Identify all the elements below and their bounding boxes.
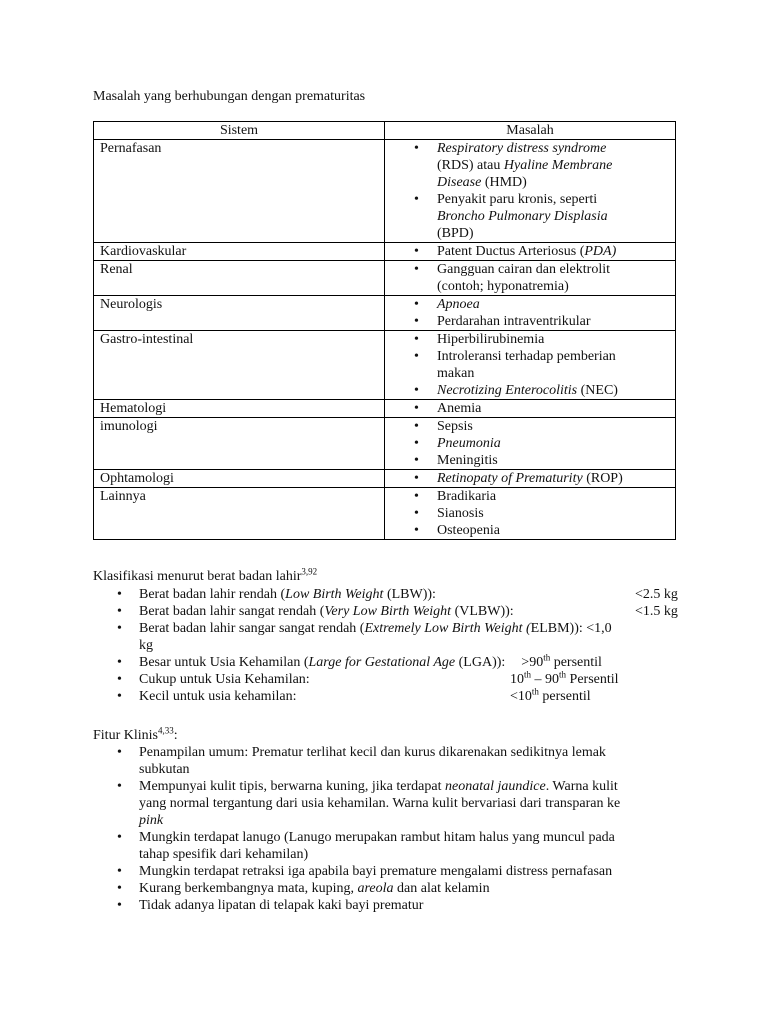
table-row bbox=[94, 470, 676, 488]
list-item: • Respiratory distress syndrome (RDS) atau Hyaline Membrane Disease (HMD) bbox=[391, 140, 669, 191]
list-item: • Pneumonia bbox=[391, 435, 669, 452]
table-row bbox=[94, 418, 676, 470]
system-cell: Lainnya bbox=[94, 488, 385, 540]
list-item: • Apnoea bbox=[391, 296, 669, 313]
list-item: • Besar untuk Usia Kehamilan (Large for Gestational Age (LGA)): >90th persentil bbox=[93, 654, 683, 671]
column-header-system: Sistem bbox=[94, 122, 385, 140]
list-item: • Penyakit paru kronis, seperti Broncho Pulmonary Displasia (BPD) bbox=[391, 191, 669, 242]
list-item: • Introleransi terhadap pemberian makan bbox=[391, 348, 669, 382]
table-row bbox=[94, 488, 676, 540]
list-item: • Berat badan lahir rendah (Low Birth Weight (LBW)): <2.5 kg bbox=[93, 586, 683, 603]
list-item: • Penampilan umum: Prematur terlihat kecil dan kurus dikarenakan sedikitnya lemak subkutan bbox=[93, 744, 683, 778]
classification-list bbox=[93, 586, 683, 705]
prematurity-problems-table bbox=[93, 121, 676, 540]
system-cell: Hematologi bbox=[94, 400, 385, 418]
system-cell: Ophtamologi bbox=[94, 470, 385, 488]
problem-cell bbox=[385, 243, 676, 261]
list-item: • Mungkin terdapat lanugo (Lanugo merupakan rambut hitam halus yang muncul pada tahap spesifik dari kehamilan) bbox=[93, 829, 683, 863]
list-item: • Perdarahan intraventrikular bbox=[391, 313, 669, 330]
list-item: • Anemia bbox=[391, 400, 669, 417]
table-row bbox=[94, 243, 676, 261]
list-item: • Sianosis bbox=[391, 505, 669, 522]
problem-cell bbox=[385, 470, 676, 488]
table-row bbox=[94, 331, 676, 400]
system-cell: Neurologis bbox=[94, 296, 385, 331]
system-cell: Renal bbox=[94, 261, 385, 296]
system-cell: imunologi bbox=[94, 418, 385, 470]
table-heading: Masalah yang berhubungan dengan prematuritas bbox=[93, 89, 366, 104]
list-item: • Retinopaty of Prematurity (ROP) bbox=[391, 470, 669, 487]
table-row bbox=[94, 261, 676, 296]
list-item: • Necrotizing Enterocolitis (NEC) bbox=[391, 382, 669, 399]
problem-cell bbox=[385, 488, 676, 540]
list-item: • Hiperbilirubinemia bbox=[391, 331, 669, 348]
problem-cell bbox=[385, 400, 676, 418]
list-item: • Mungkin terdapat retraksi iga apabila bayi premature mengalami distress pernafasan bbox=[93, 863, 683, 880]
problem-cell bbox=[385, 296, 676, 331]
column-header-problem: Masalah bbox=[385, 122, 676, 140]
list-item: • Bradikaria bbox=[391, 488, 669, 505]
system-cell: Kardiovaskular bbox=[94, 243, 385, 261]
list-item: • Kurang berkembangnya mata, kuping, areola dan alat kelamin bbox=[93, 880, 683, 897]
list-item: • Osteopenia bbox=[391, 522, 669, 539]
list-item: • Meningitis bbox=[391, 452, 669, 469]
system-cell: Pernafasan bbox=[94, 140, 385, 243]
problem-cell bbox=[385, 418, 676, 470]
clinical-features-list bbox=[93, 744, 683, 914]
table-row bbox=[94, 296, 676, 331]
list-item: • Kecil untuk usia kehamilan: <10th persentil bbox=[93, 688, 683, 705]
clinical-features-title: Fitur Klinis$^{4,33}$: bbox=[93, 725, 178, 743]
problem-cell bbox=[385, 261, 676, 296]
table-row bbox=[94, 400, 676, 418]
problem-cell bbox=[385, 331, 676, 400]
system-cell: Gastro-intestinal bbox=[94, 331, 385, 400]
list-item: • Mempunyai kulit tipis, berwarna kuning, jika terdapat neonatal jaundice. Warna kulit yang normal tergantung dari usia kehamilan. Warna kulit bervariasi dari transparan ke pink bbox=[93, 778, 683, 829]
table-header-row bbox=[94, 122, 676, 140]
list-item: • Berat badan lahir sangar sangat rendah (Extremely Low Birth Weight (ELBM)): <1,0 kg bbox=[93, 620, 683, 654]
list-item: • Cukup untuk Usia Kehamilan: 10th – 90th Persentil bbox=[93, 671, 683, 688]
list-item: • Berat badan lahir sangat rendah (Very Low Birth Weight (VLBW)): <1.5 kg bbox=[93, 603, 683, 620]
list-item: • Tidak adanya lipatan di telapak kaki bayi prematur bbox=[93, 897, 683, 914]
list-item: • Patent Ductus Arteriosus (PDA) bbox=[391, 243, 669, 260]
problem-cell bbox=[385, 140, 676, 243]
table-row bbox=[94, 140, 676, 243]
list-item: • Sepsis bbox=[391, 418, 669, 435]
classification-title: Klasifikasi menurut berat badan lahir$^{3,92}$ bbox=[93, 566, 318, 584]
list-item: • Gangguan cairan dan elektrolit (contoh; hyponatremia) bbox=[391, 261, 669, 295]
